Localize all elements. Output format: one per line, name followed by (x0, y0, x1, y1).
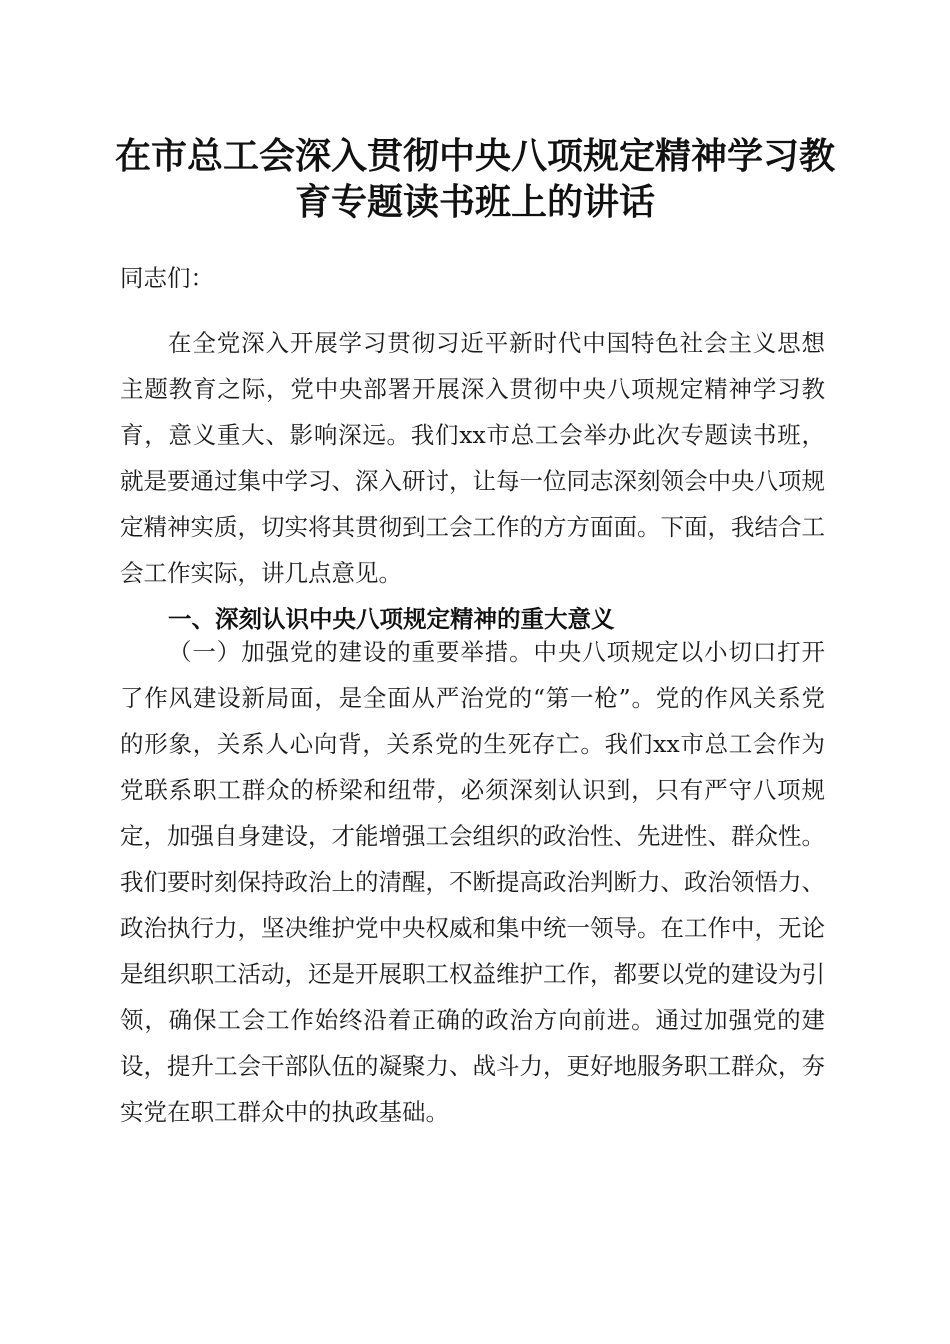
subsection-paragraph: （一）加强党的建设的重要举措。中央八项规定以小切口打开了作风建设新局面，是全面从严治党的“第一枪”。党的作风关系党的形象，关系人心向背，关系党的生死存亡。我们xx市总工会作为党联系职工群众的桥梁和纽带，必须深刻认识到，只有严守八项规定，加强自身建设，才能增强工会组织的政治性、先进性、群众性。我们要时刻保持政治上的清醒，不断提高政治判断力、政治领悟力、政治执行力，坚决维护党中央权威和集中统一领导。在工作中，无论是组织职工活动，还是开展职工权益维护工作，都要以党的建设为引领，确保工会工作始终沿着正确的政治方向前进。通过加强党的建设，提升工会干部队伍的凝聚力、战斗力，更好地服务职工群众，夯实党在职工群众中的执政基础。 (120, 638, 825, 1126)
title-line-1: 在市总工会深入贯彻中央八项规定精神学习教 (114, 135, 835, 177)
salutation: 同志们： (120, 264, 214, 292)
document-title (100, 133, 850, 225)
section-heading: 一、深刻认识中央八项规定精神的重大意义 (168, 605, 615, 633)
title-line-2: 育专题读书班上的讲话 (294, 181, 655, 223)
intro-paragraph: 在全党深入开展学习贯彻习近平新时代中国特色社会主义思想主题教育之际，党中央部署开展深入贯彻中央八项规定精神学习教育，意义重大、影响深远。我们xx市总工会举办此次专题读书班，就是要通过集中学习、深入研讨，让每一位同志深刻领会中央八项规定精神实质，切实将其贯彻到工会工作的方方面面。下面，我结合工会工作实际，讲几点意见。 (120, 329, 825, 587)
